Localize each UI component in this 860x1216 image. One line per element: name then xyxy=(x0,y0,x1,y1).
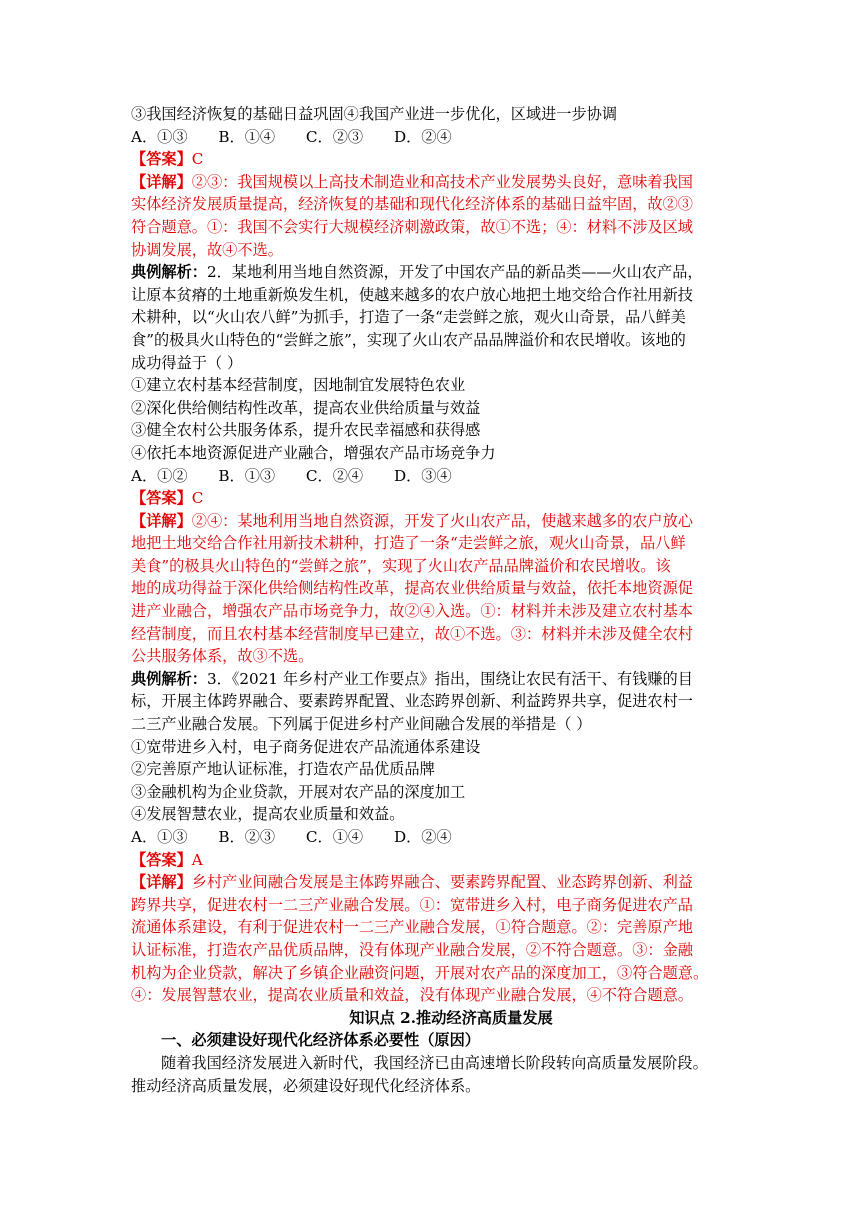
q3-item: ②完善原产地认证标准，打造农产品优质品牌 xyxy=(131,760,435,779)
q3-item: ①宽带进乡入村，电子商务促进农产品流通体系建设 xyxy=(131,737,481,756)
q3-options xyxy=(131,826,771,849)
q2-detail-label: 【详解】 xyxy=(131,511,192,530)
q3-detail-label: 【详解】 xyxy=(131,873,192,892)
q3-detail-text: 乡村产业间融合发展是主体跨界融合、要素跨界配置、业态跨界创新、利益 xyxy=(191,873,693,892)
q2-detail-line: 进产业融合，增强农产品市场竞争力，故②④入选。①：材料并未涉及建立农村基本 xyxy=(131,602,693,621)
q2-item: ③健全农村公共服务体系，提升农民幸福感和获得感 xyxy=(131,421,481,440)
q3-answer xyxy=(131,849,771,872)
q2-options xyxy=(131,465,771,488)
q1-answer-value: C xyxy=(191,150,204,169)
q2-stem-line xyxy=(131,261,771,284)
q3-detail-line: 跨界共享，促进农村一二三产业融合发展。①：宽带进乡入村，电子商务促进农产品 xyxy=(131,895,693,914)
q2-detail-text: ②④：某地利用当地自然资源，开发了火山农产品，使越来越多的农户放心 xyxy=(191,511,693,530)
section-body-line: 随着我国经济发展进入新时代，我国经济已由高速增长阶段转向高质量发展阶段。 xyxy=(161,1053,708,1072)
q2-stem-line: 成功得益于（ ） xyxy=(131,353,243,372)
q3-detail-line xyxy=(131,871,771,894)
q2-item: ②深化供给侧结构性改革，提高农业供给质量与效益 xyxy=(131,398,481,417)
q2-detail-line: 公共服务体系，故③不选。 xyxy=(131,647,314,666)
q1-tail-line: ③我国经济恢复的基础日益巩固④我国产业进一步优化，区域进一步协调 xyxy=(131,105,617,123)
q1-option-a: A．①③ xyxy=(131,127,188,146)
q2-detail-line: 美食”的极具火山特色的“尝鲜之旅”，实现了火山农产品品牌溢价和农民增收。该 xyxy=(131,556,671,575)
q2-option-c: C．②④ xyxy=(305,466,364,485)
q3-option-d: D．②④ xyxy=(393,828,452,846)
q1-option-b: B．①④ xyxy=(218,127,276,146)
q2-stem-text: 2．某地利用当地自然资源，开发了中国农产品的新品类——火山农产品， xyxy=(206,263,703,282)
q3-detail-line: ④：发展智慧农业，提高农业质量和效益，没有体现产业融合发展，④不符合题意。 xyxy=(131,986,693,1005)
q2-answer-value: C xyxy=(191,489,204,508)
q3-stem-line xyxy=(131,668,771,691)
q3-label: 典例解析： xyxy=(131,669,207,688)
q2-item: ①建立农村基本经营制度，因地制宜发展特色农业 xyxy=(131,376,466,395)
q2-stem-line: 术耕种，以“火山农八鲜”为抓手，打造了一条“走尝鲜之旅，观火山奇景，品八鲜美 xyxy=(131,308,686,327)
section-body-line: 推动经济高质量发展，必须建设好现代化经济体系。 xyxy=(131,1076,481,1095)
q3-option-a: A．①③ xyxy=(131,828,188,846)
q2-item: ④依托本地资源促进产业融合，增强农产品市场竞争力 xyxy=(131,443,496,462)
q1-option-c: C．②③ xyxy=(305,127,364,146)
q3-detail-line: 机构为企业贷款，解决了乡镇企业融资问题，开展对农产品的深度加工，③符合题意。 xyxy=(131,963,709,982)
q3-option-b: B．②③ xyxy=(218,828,276,846)
q1-detail-line: 实体经济发展质量提高，经济恢复的基础和现代化经济体系的基础日益牢固，故②③ xyxy=(131,195,693,214)
q2-detail-line: 经营制度，而且农村基本经营制度早已建立，故①不选。③：材料并未涉及健全农村 xyxy=(131,624,693,643)
q1-answer-label: 【答案】 xyxy=(131,150,192,169)
q2-detail-line xyxy=(131,510,771,533)
q1-detail-label: 【详解】 xyxy=(131,172,192,191)
q1-options xyxy=(131,126,771,149)
q2-option-b: B．①③ xyxy=(218,466,276,485)
q2-answer-label: 【答案】 xyxy=(131,489,192,508)
q1-detail-line: 符合题意。①：我国不会实行大规模经济刺激政策，故①不选；④：材料不涉及区域 xyxy=(131,217,693,236)
q2-option-a: A．①② xyxy=(131,466,188,485)
q3-stem-line: 二三产业融合发展。下列属于促进乡村产业间融合发展的举措是（ ） xyxy=(131,715,592,734)
q2-stem-line: 让原本贫瘠的土地重新焕发生机，使越来越多的农户放心地把土地交给合作社用新技 xyxy=(131,285,693,304)
q1-detail-line xyxy=(131,171,771,194)
q3-answer-value: A xyxy=(191,850,203,869)
q2-stem-line: 食”的极具火山特色的“尝鲜之旅”，实现了火山农产品品牌溢价和农民增收。该地的 xyxy=(131,330,686,349)
q3-stem-text: 3．《2021 年乡村产业工作要点》指出，围绕让农民有活干、有钱赚的目 xyxy=(206,669,693,688)
q2-label: 典例解析： xyxy=(131,263,207,282)
q3-detail-line: 流通体系建设，有利于促进农村一二三产业融合发展，①符合题意。②：完善原产地 xyxy=(131,918,693,937)
q2-detail-line: 地的成功得益于深化供给侧结构性改革，提高农业供给质量与效益，依托本地资源促 xyxy=(131,579,693,598)
q1-option-d: D．②④ xyxy=(393,127,452,146)
document-page xyxy=(131,103,771,1097)
q3-stem-line: 标，开展主体跨界融合、要素跨界配置、业态跨界创新、利益跨界共享，促进农村一 xyxy=(131,692,693,711)
q3-item: ③金融机构为企业贷款，开展对农产品的深度加工 xyxy=(131,782,466,801)
q3-answer-label: 【答案】 xyxy=(131,850,192,869)
q1-detail-line: 协调发展，故④不选。 xyxy=(131,240,283,259)
q2-detail-line: 地把土地交给合作社用新技术耕种，打造了一条“走尝鲜之旅，观火山奇景，品八鲜 xyxy=(131,534,686,553)
section-title: 知识点 2.推动经济高质量发展 xyxy=(349,1008,553,1027)
q2-option-d: D．③④ xyxy=(393,466,452,485)
q3-item: ④发展智慧农业，提高农业质量和效益。 xyxy=(131,805,405,824)
q1-detail-text: ②③：我国规模以上高技术制造业和高技术产业发展势头良好，意味着我国 xyxy=(191,172,693,191)
q3-option-c: C．①④ xyxy=(305,828,364,846)
section-subtitle: 一、必须建设好现代化经济体系必要性（原因） xyxy=(161,1031,480,1050)
q2-answer xyxy=(131,487,771,510)
q3-detail-line: 认证标准，打造农产品优质品牌，没有体现产业融合发展，②不符合题意。③：金融 xyxy=(131,940,693,959)
q1-answer xyxy=(131,148,771,171)
